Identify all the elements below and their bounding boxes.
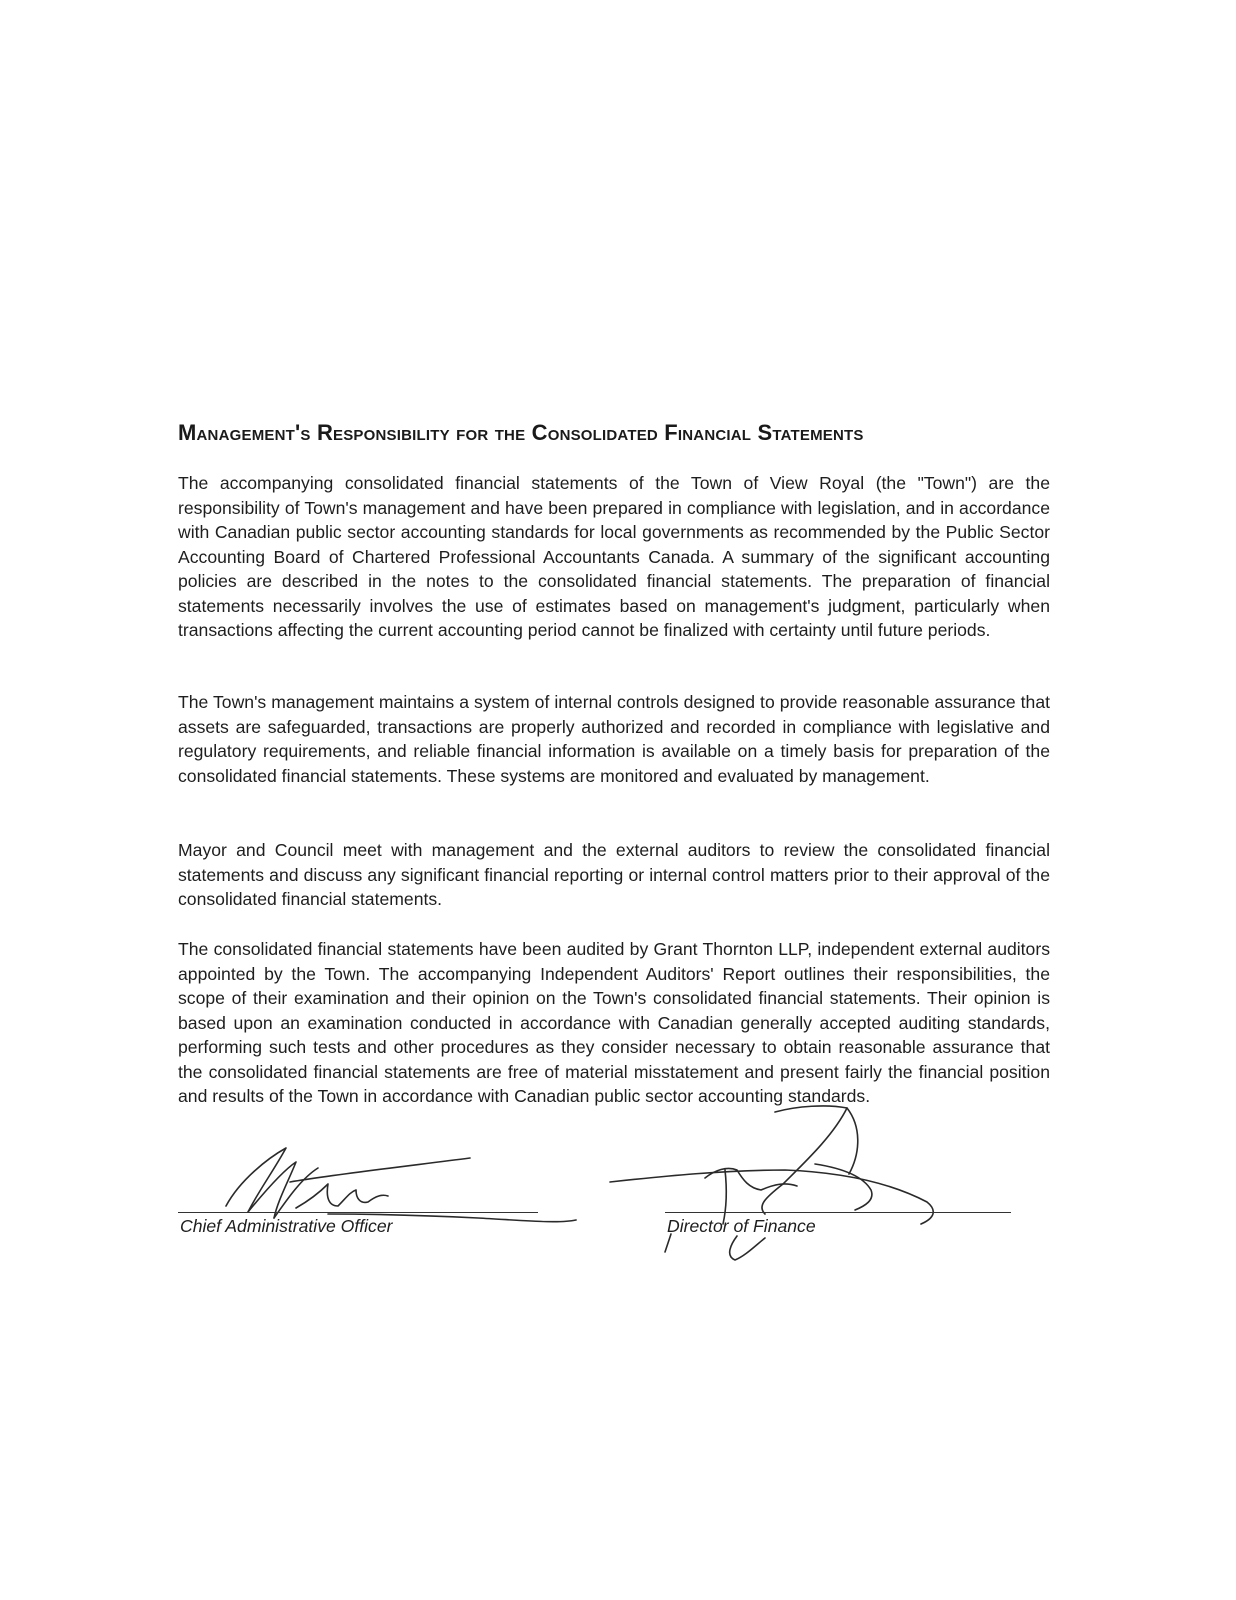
signature-caption-dof: Director of Finance xyxy=(667,1216,816,1236)
signature-caption-cao: Chief Administrative Officer xyxy=(180,1216,393,1236)
signature-block-cao xyxy=(178,1140,538,1250)
paragraph-audit: The consolidated financial statements have been audited by Grant Thornton LLP, independent external auditors appointed by the Town. The accompanying Independent Auditors' Report outlines their responsibilities, the scope of their examination and their opinion on the Town's consolidated financial statements. Their opinion is based upon an examination conducted in accordance with Canadian generally accepted auditing standards, performing such tests and other procedures as they consider necessary to obtain reasonable assurance that the consolidated financial statements are free of material misstatement and present fairly the financial position and results of the Town in accordance with Canadian public sector accounting standards. xyxy=(178,939,1050,1106)
signature-block-dof xyxy=(665,1140,1011,1250)
paragraph-responsibility: The accompanying consolidated financial statements of the Town of View Royal (the "Town") are the responsibility of Town's management and have been prepared in compliance with legislation, and in accordance with Canadian public sector accounting standards for local governments as recommended by the Public Sector Accounting Board of Chartered Professional Accountants Canada. A summary of the significant accounting policies are described in the notes to the consolidated financial statements. The preparation of financial statements necessarily involves the use of estimates based on management's judgment, particularly when transactions affecting the current accounting period cannot be finalized with certainty until future periods. xyxy=(178,473,1050,640)
document-title: Management's Responsibility for the Consolidated Financial Statements xyxy=(178,420,864,445)
paragraph-internal-controls: The Town's management maintains a system of internal controls designed to provide reasonable assurance that assets are safeguarded, transactions are properly authorized and recorded in compliance with legislative and regulatory requirements, and reliable financial information is available on a timely basis for preparation of the consolidated financial statements. These systems are monitored and evaluated by management. xyxy=(178,692,1050,786)
signature-line-dof xyxy=(665,1212,1011,1213)
signature-line-cao xyxy=(178,1212,538,1213)
paragraph-council-review: Mayor and Council meet with management and the external auditors to review the consolidated financial statements and discuss any significant financial reporting or internal control matters prior to their approval of the consolidated financial statements. xyxy=(178,840,1050,909)
